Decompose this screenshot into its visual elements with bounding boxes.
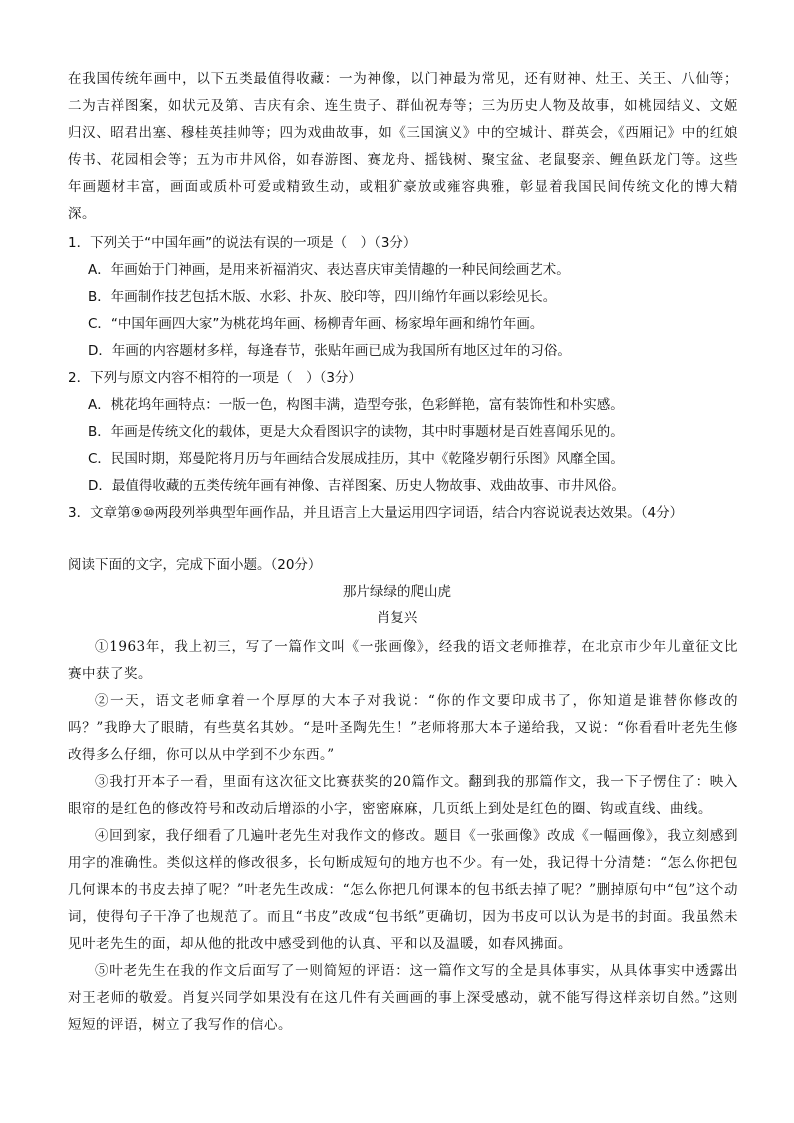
question-2-option-d: D．最值得收藏的五类传统年画有神像、吉祥图案、历史人物故事、戏曲故事、市井风俗。 <box>88 478 625 494</box>
article-paragraph-3: ③我打开本子一看，里面有这次征文比赛获奖的20篇作文。翻到我的那篇作文，我一下子愣住了：映入眼帘的是红色的修改符号和改动后增添的小字，密密麻麻，几页纸上到处是红色的圈、钩或直线、曲线。 <box>68 774 738 817</box>
question-2-option-c: C．民国时期，郑曼陀将月历与年画结合发展成挂历，其中《乾隆岁朝行乐图》风靡全国。 <box>88 451 624 467</box>
question-1-option-d: D．年画的内容题材多样，每逢春节，张贴年画已成为我国所有地区过年的习俗。 <box>88 343 571 359</box>
article-title: 那片绿绿的爬山虎 <box>343 584 451 600</box>
intro-paragraph: 在我国传统年画中，以下五类最值得收藏：一为神像，以门神最为常见，还有财神、灶王、关王、八仙等；二为吉祥图案，如状元及第、吉庆有余、连生贵子、群仙祝寿等；三为历史人物及故事，如桃园结义、文姬归汉、昭君出塞、穆桂英挂帅等；四为戏曲故事，如《三国演义》中的空城计、群英会，《西厢记》中的红娘传书、花园相会等；五为市井风俗，如春游图、赛龙舟、摇钱树、聚宝盆、老鼠娶亲、鲤鱼跃龙门等。这些年画题材丰富，画面或质朴可爱或精致生动，或粗犷豪放或雍容典雅，彰显着我国民间传统文化的博大精深。 <box>68 71 738 222</box>
question-2-option-b: B．年画是传统文化的载体，更是大众看图识字的读物，其中时事题材是百姓喜闻乐见的。 <box>88 424 624 440</box>
question-1-option-b: B．年画制作技艺包括木版、水彩、扑灰、胶印等，四川绵竹年画以彩绘见长。 <box>88 289 557 305</box>
article-paragraph-4: ④回到家，我仔细看了几遍叶老先生对我作文的修改。题目《一张画像》改成《一幅画像》，我立刻感到用字的准确性。类似这样的修改很多，长句断成短句的地方也不少。有一处，我记得十分清楚：“怎么你把包几何课本的书皮去掉了呢？”叶老先生改成：“怎么你把几何课本的包书纸去掉了呢？”删掉原句中“包”这个动词，使得句子干净了也规范了。而且“书皮”改成“包书纸”更确切，因为书皮可以认为是书的封面。我虽然未见叶老先生的面，却从他的批改中感受到他的认真、平和以及温暖，如春风拂面。 <box>68 828 738 952</box>
question-2-stem: 2．下列与原文内容不相符的一项是（ ）（3分） <box>68 370 362 386</box>
article-paragraph-2: ②一天，语文老师拿着一个厚厚的大本子对我说：“你的作文要印成书了，你知道是谁替你修改的吗？”我睁大了眼睛，有些莫名其妙。“是叶圣陶先生！”老师将那大本子递给我，又说：“你看看叶老先生修改得多么仔细，你可以从中学到不少东西。” <box>68 693 738 763</box>
question-1-stem: 1．下列关于“中国年画”的说法有误的一项是（ ）（3分） <box>68 235 417 251</box>
question-2-option-a: A．桃花坞年画特点：一版一色，构图丰满，造型夸张，色彩鲜艳，富有装饰性和朴实感。 <box>88 397 624 413</box>
article-paragraph-1: ①1963年，我上初三，写了一篇作文叫《一张画像》，经我的语文老师推荐，在北京市少年儿童征文比赛中获了奖。 <box>68 639 738 682</box>
question-1-option-a: A．年画始于门神画，是用来祈福消灾、表达喜庆审美情趣的一种民间绘画艺术。 <box>88 262 570 278</box>
question-1-option-c: C．“中国年画四大家”为桃花坞年画、杨柳青年画、杨家埠年画和绵竹年画。 <box>88 316 544 332</box>
section-instruction: 阅读下面的文字，完成下面小题。（20分） <box>68 557 322 573</box>
article-paragraph-5: ⑤叶老先生在我的作文后面写了一则简短的评语：这一篇作文写的全是具体事实，从具体事实中透露出对王老师的敬爱。肖复兴同学如果没有在这几件有关画画的事上深受感动，就不能写得这样亲切自然。”这则短短的评语，树立了我写作的信心。 <box>68 963 738 1033</box>
article-author: 肖复兴 <box>376 610 418 626</box>
question-3-stem: 3．文章第⑨⑩两段列举典型年画作品，并且语言上大量运用四字词语，结合内容说说表达效果。（4分） <box>68 505 684 521</box>
